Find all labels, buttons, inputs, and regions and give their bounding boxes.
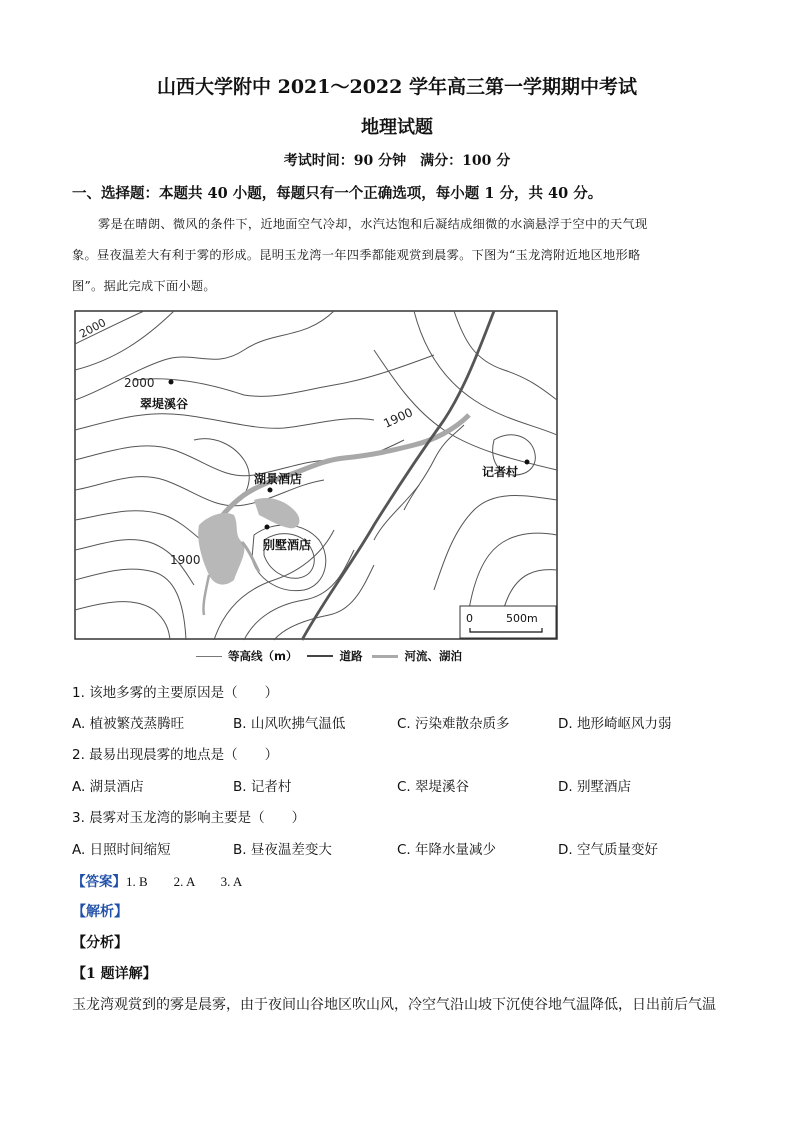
hujing-marker [268,488,273,493]
question-1-option-d: D. 地形崎岖风力弱 [558,716,672,732]
jizhe-marker [525,460,530,465]
question-3-option-c: C. 年降水量减少 [397,842,497,858]
legend-contour: 等高线（m） [228,649,298,663]
question-2-option-b: B. 记者村 [233,779,292,795]
contour-label-1900-right: 1900 [381,405,415,431]
jiexi-heading: 【解析】 [72,904,128,920]
contour-label-2000-left: 2000 [124,376,155,390]
question-1-stem: 1. 该地多雾的主要原因是（ ） [72,685,279,701]
question-2-stem: 2. 最易出现晨雾的地点是（ ） [72,747,279,763]
cuiti-marker [169,380,174,385]
contour-label-1900-bottom: 1900 [170,553,201,567]
detail-heading: 【1 题详解】 [72,966,157,982]
label-hujing: 湖景酒店 [254,472,303,486]
detail-text: 玉龙湾观赏到的雾是晨雾，由于夜间山谷地区吹山风，冷空气沿山坡下沉使谷地气温降低，日出前后气温 [72,997,716,1013]
legend-river-swatch [372,655,398,658]
question-3-option-a: A. 日照时间缩短 [72,842,171,858]
answer-tag: 【答案】 [72,874,126,890]
subject-title: 地理试题 [361,117,433,138]
answer-values: 1. B 2. A 3. A [126,874,243,889]
label-cuiti: 翠堤溪谷 [140,397,189,411]
exam-title: 山西大学附中 2021～2022 学年高三第一学期期中考试 [157,76,637,98]
answer-line [72,870,242,890]
scale-length: 500m [506,612,538,625]
map-legend [196,648,462,664]
question-2-option-c: C. 翠堤溪谷 [397,779,470,795]
question-1-option-a: A. 植被繁茂蒸腾旺 [72,716,185,732]
legend-road: 道路 [339,649,363,663]
scale-zero: 0 [466,612,473,625]
question-3-option-b: B. 昼夜温差变大 [233,842,332,858]
legend-road-swatch [307,655,333,657]
label-jizhe: 记者村 [482,465,519,479]
question-1-option-c: C. 污染难散杂质多 [397,716,510,732]
question-3-option-d: D. 空气质量变好 [558,842,658,858]
question-1-option-b: B. 山风吹拂气温低 [233,716,346,732]
topographic-map [74,310,560,642]
fenxi-heading: 【分析】 [72,935,128,951]
legend-contour-swatch [196,656,222,657]
legend-river: 河流、湖泊 [404,649,462,663]
exam-info: 考试时间：90 分钟 满分：100 分 [283,153,511,169]
passage-line-3: 图”。据此完成下面小题。 [72,279,216,293]
section-heading: 一、选择题：本题共 40 小题，每题只有一个正确选项，每小题 1 分，共 40 分。 [72,185,603,202]
question-2-option-d: D. 别墅酒店 [558,779,631,795]
contour-label-2000-top: 2000 [77,316,109,341]
bieshu-marker [265,525,270,530]
passage-line-1: 雾是在晴朗、微风的条件下，近地面空气冷却，水汽达饱和后凝结成细微的水滴悬浮于空中的天气现 [98,217,648,231]
passage [72,209,722,302]
question-2-option-a: A. 湖景酒店 [72,779,144,795]
question-3-stem: 3. 晨雾对玉龙湾的影响主要是（ ） [72,810,306,826]
passage-line-2: 象。昼夜温差大有利于雾的形成。昆明玉龙湾一年四季都能观赏到晨雾。下图为“玉龙湾附近地区地形略 [72,248,641,262]
label-bieshu: 别墅酒店 [263,538,312,552]
